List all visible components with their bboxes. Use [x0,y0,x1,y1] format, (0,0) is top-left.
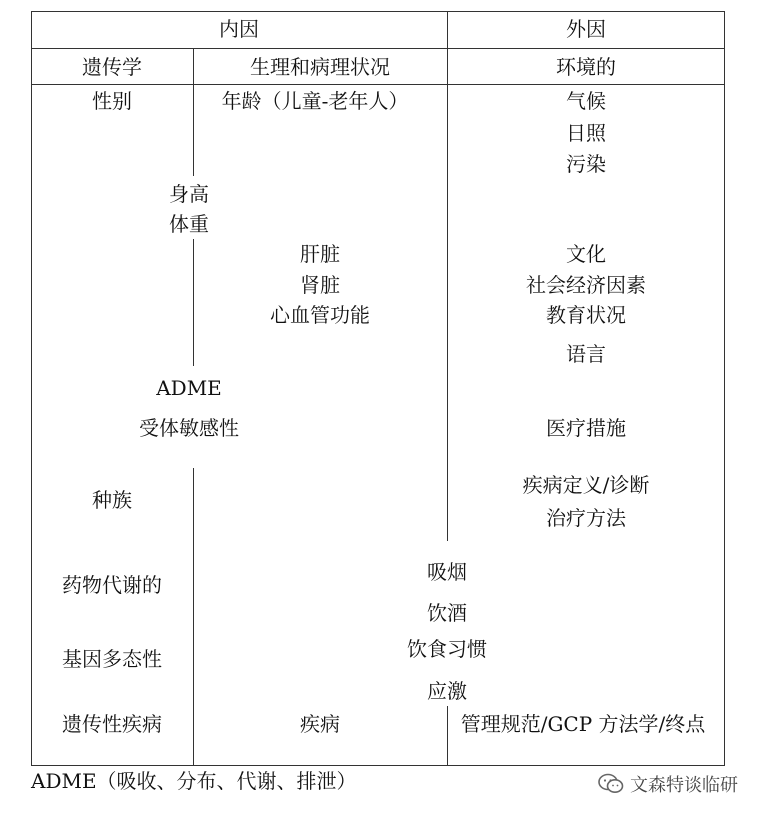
disease-definition-label: 疾病定义/诊断 [522,473,650,497]
genetic-disease-label: 遗传性疾病 [62,712,162,736]
diet-label: 饮食习惯 [407,637,487,661]
external-factors-heading: 外因 [566,17,606,41]
age-label: 年龄（儿童-老年人） [221,89,409,113]
drug-metabolism-label: 药物代谢的 [62,573,162,597]
internal-external-divider-top [447,11,448,541]
wechat-icon [598,773,624,795]
internal-external-divider-bottom [447,706,448,766]
footnote: ADME（吸收、分布、代谢、排泄） [31,769,357,793]
subheader-divider [31,84,725,85]
culture-label: 文化 [566,242,606,266]
weight-label: 体重 [169,212,209,236]
environmental-heading: 环境的 [556,55,616,79]
kidney-label: 肾脏 [300,273,340,297]
cardiovascular-label: 心血管功能 [270,303,370,327]
regulatory-label: 管理规范/GCP 方法学/终点 [460,712,706,736]
physiological-heading: 生理和病理状况 [250,55,390,79]
medical-practice-label: 医疗措施 [546,416,626,440]
pollution-label: 污染 [566,152,606,176]
alcohol-label: 饮酒 [427,601,467,625]
genetic-physio-divider-mid [193,239,194,366]
disease-label: 疾病 [300,712,340,736]
language-label: 语言 [566,342,606,366]
race-label: 种族 [92,488,132,512]
watermark-text: 文森特谈临研 [630,775,738,796]
therapy-label: 治疗方法 [546,506,626,530]
climate-label: 气候 [566,89,606,113]
smoking-label: 吸烟 [427,560,467,584]
receptor-sensitivity-label: 受体敏感性 [139,416,239,440]
watermark [598,771,738,797]
socioeconomic-label: 社会经济因素 [526,273,646,297]
stress-label: 应激 [427,679,467,703]
sunlight-label: 日照 [566,121,606,145]
gene-polymorphism-label: 基因多态性 [62,647,162,671]
genetic-physio-divider-bottom [193,468,194,766]
header-divider [31,48,725,49]
genetic-heading: 遗传学 [82,55,142,79]
adme-label: ADME [156,376,222,400]
education-label: 教育状况 [546,303,626,327]
liver-label: 肝脏 [300,242,340,266]
height-label: 身高 [169,182,209,206]
gender-label: 性别 [92,89,132,113]
internal-factors-heading: 内因 [219,17,259,41]
genetic-physio-divider-top [193,48,194,176]
